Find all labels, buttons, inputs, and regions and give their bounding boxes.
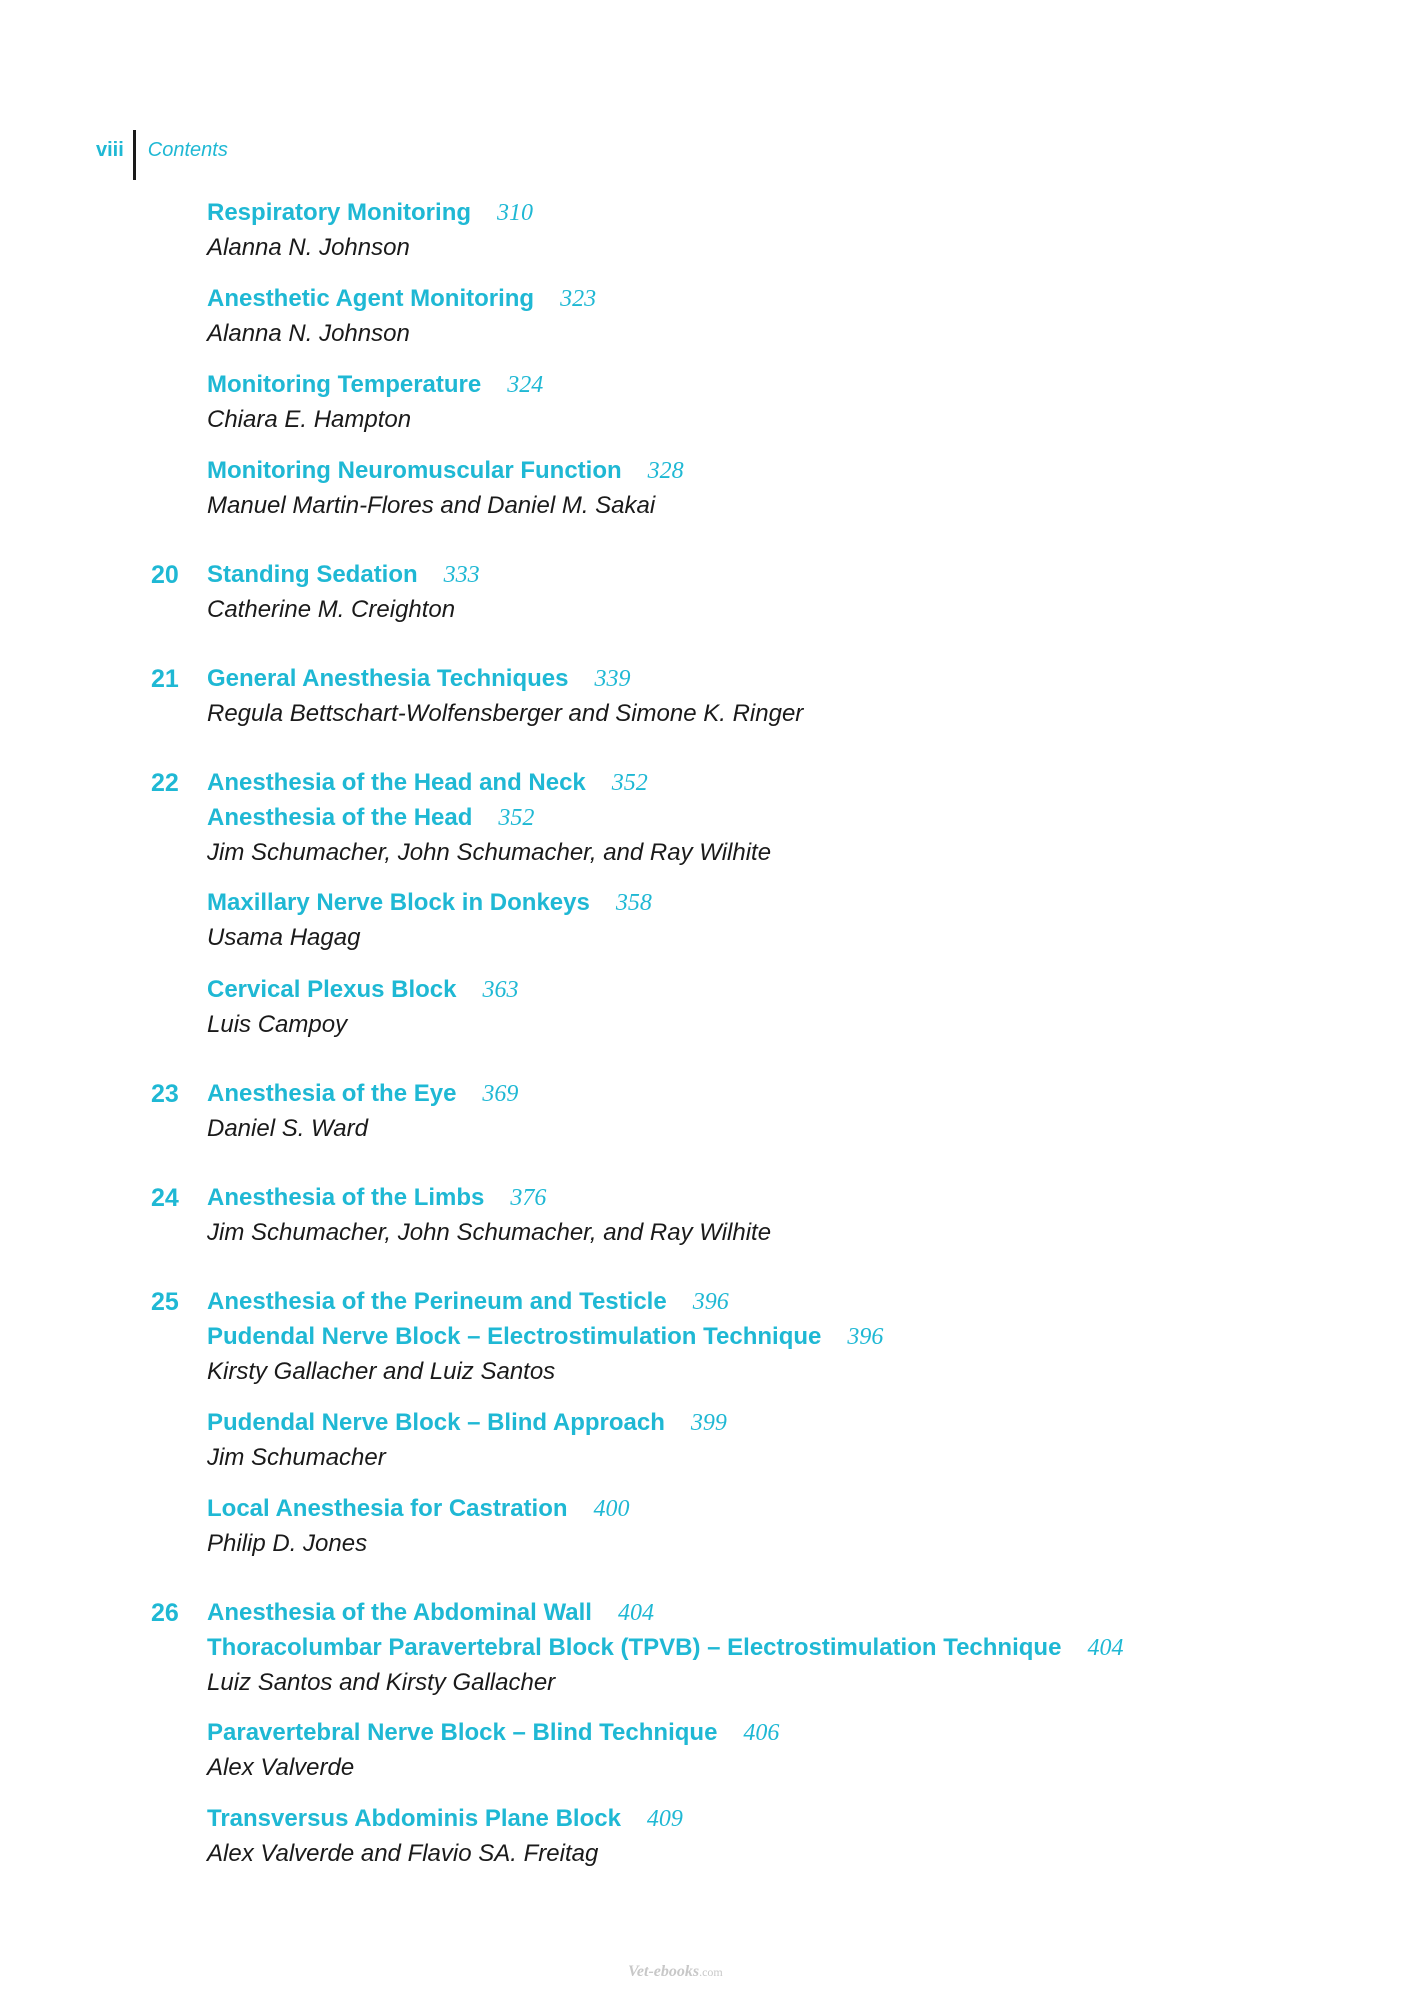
toc-heading-line <box>207 766 648 803</box>
author-list: Catherine M. Creighton <box>207 596 456 623</box>
page-header <box>96 130 228 178</box>
chapter-number: 26 <box>151 1599 179 1627</box>
toc-heading-line <box>207 558 480 595</box>
toc-heading-line <box>207 1077 518 1114</box>
page-ref: 404 <box>1087 1635 1124 1661</box>
author-list: Chiara E. Hampton <box>207 406 412 433</box>
page-ref: 323 <box>560 286 597 312</box>
author-list: Jim Schumacher, John Schumacher, and Ray Wilhite <box>207 839 772 866</box>
section-title[interactable]: Anesthetic Agent Monitoring <box>207 285 535 312</box>
section-title[interactable]: Transversus Abdominis Plane Block <box>207 1805 621 1832</box>
section-title[interactable]: Maxillary Nerve Block in Donkeys <box>207 889 590 916</box>
toc-heading-line <box>207 886 652 923</box>
page-ref: 358 <box>615 890 652 916</box>
page-ref: 409 <box>646 1806 683 1832</box>
page-ref: 352 <box>611 770 648 796</box>
page-ref: 363 <box>482 977 519 1003</box>
page-ref: 333 <box>443 562 480 588</box>
toc-heading-line <box>207 1596 654 1633</box>
author-list: Daniel S. Ward <box>207 1115 368 1142</box>
author-list: Luiz Santos and Kirsty Gallacher <box>207 1669 556 1696</box>
section-title[interactable]: Thoracolumbar Paravertebral Block (TPVB) – Electrostimulation Technique <box>207 1634 1062 1661</box>
author-list: Alex Valverde and Flavio SA. Freitag <box>207 1840 599 1867</box>
page-number: viii <box>96 139 124 161</box>
author-list: Alanna N. Johnson <box>207 234 410 261</box>
page-ref: 376 <box>510 1185 547 1211</box>
toc-heading-line <box>207 282 596 319</box>
page-ref: 369 <box>482 1081 519 1107</box>
author-list: Kirsty Gallacher and Luiz Santos <box>207 1358 556 1385</box>
toc-heading-line <box>207 1492 630 1529</box>
author-list: Jim Schumacher <box>207 1444 386 1471</box>
author-list: Usama Hagag <box>207 924 361 951</box>
chapter-number: 22 <box>151 769 179 797</box>
page-ref: 328 <box>647 458 684 484</box>
page-ref: 339 <box>594 666 631 692</box>
toc-heading-line <box>207 1631 1123 1668</box>
section-title[interactable]: Pudendal Nerve Block – Electrostimulation Technique <box>207 1323 822 1350</box>
section-title[interactable]: Paravertebral Nerve Block – Blind Technique <box>207 1719 718 1746</box>
watermark-logo: Vet-ebooks.com <box>628 1963 723 1980</box>
toc-heading-line <box>207 973 518 1010</box>
toc-heading-line <box>207 368 543 405</box>
chapter-title[interactable]: General Anesthesia Techniques <box>207 665 569 692</box>
toc-heading-line <box>207 454 684 491</box>
page-ref: 396 <box>847 1324 884 1350</box>
chapter-title[interactable]: Anesthesia of the Limbs <box>207 1184 485 1211</box>
author-list: Jim Schumacher, John Schumacher, and Ray Wilhite <box>207 1219 772 1246</box>
toc-heading-line <box>207 1802 683 1839</box>
author-list: Alanna N. Johnson <box>207 320 410 347</box>
author-list: Philip D. Jones <box>207 1530 368 1557</box>
chapter-number: 23 <box>151 1080 179 1108</box>
page-ref: 399 <box>690 1410 727 1436</box>
page-ref: 324 <box>507 372 544 398</box>
author-list: Regula Bettschart-Wolfensberger and Simone K. Ringer <box>207 700 804 727</box>
section-title[interactable]: Respiratory Monitoring <box>207 199 472 226</box>
section-title[interactable]: Anesthesia of the Head <box>207 804 473 831</box>
page-ref: 396 <box>692 1289 729 1315</box>
toc-heading-line <box>207 1285 729 1322</box>
toc-heading-line <box>207 662 630 699</box>
chapter-title[interactable]: Anesthesia of the Perineum and Testicle <box>207 1288 667 1315</box>
section-title[interactable]: Local Anesthesia for Castration <box>207 1495 568 1522</box>
page-ref: 406 <box>743 1720 780 1746</box>
toc-heading-line <box>207 196 533 233</box>
toc-heading-line <box>207 1716 779 1753</box>
chapter-number: 25 <box>151 1288 179 1316</box>
page-ref: 404 <box>617 1600 654 1626</box>
chapter-title[interactable]: Standing Sedation <box>207 561 418 588</box>
section-title[interactable]: Monitoring Neuromuscular Function <box>207 457 622 484</box>
section-title[interactable]: Pudendal Nerve Block – Blind Approach <box>207 1409 665 1436</box>
header-divider <box>133 130 136 180</box>
chapter-number: 24 <box>151 1184 179 1212</box>
running-title: Contents <box>147 139 228 161</box>
toc-heading-line <box>207 1181 546 1218</box>
chapter-number: 20 <box>151 561 179 589</box>
author-list: Luis Campoy <box>207 1011 348 1038</box>
chapter-number: 21 <box>151 665 179 693</box>
page-ref: 400 <box>593 1496 630 1522</box>
page-ref: 310 <box>497 200 534 226</box>
author-list: Alex Valverde <box>207 1754 355 1781</box>
section-title[interactable]: Cervical Plexus Block <box>207 976 457 1003</box>
chapter-title[interactable]: Anesthesia of the Head and Neck <box>207 769 586 796</box>
chapter-title[interactable]: Anesthesia of the Abdominal Wall <box>207 1599 592 1626</box>
toc-heading-line <box>207 1320 883 1357</box>
page-ref: 352 <box>498 805 535 831</box>
chapter-title[interactable]: Anesthesia of the Eye <box>207 1080 457 1107</box>
section-title[interactable]: Monitoring Temperature <box>207 371 482 398</box>
toc-heading-line <box>207 1406 727 1443</box>
author-list: Manuel Martin-Flores and Daniel M. Sakai <box>207 492 656 519</box>
toc-heading-line <box>207 801 534 838</box>
